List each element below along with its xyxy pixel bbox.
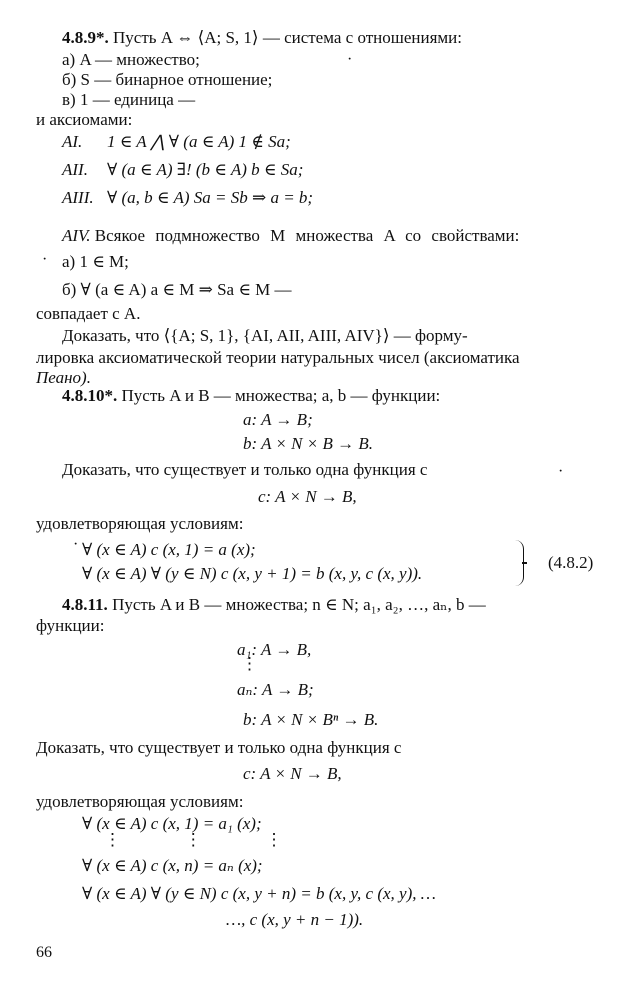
paragraph-line: совпадает с A. [36, 304, 141, 323]
problem-intro: Пусть A ⇔ ⟨A; S, 1⟩ — система с отношениями: [113, 28, 462, 47]
paragraph-line: Пеано). [36, 368, 91, 387]
scan-speck: · [73, 536, 79, 553]
paragraph-line: Доказать, что ⟨{A; S, 1}, {AI, AII, AIII, AIV}⟩ — форму- [62, 326, 468, 345]
problem-intro: Пусть A и B — множества; n ∈ N; a₁, a₂, …, aₙ, b — [112, 595, 486, 614]
formula: …, c (x, y + n − 1)). [226, 910, 364, 929]
formula: c: A × N → B, [258, 487, 357, 506]
axiom-label: AI. [62, 132, 83, 151]
scan-speck: · [347, 51, 353, 68]
paragraph-line: функции: [36, 616, 105, 635]
list-item: а) A — множество; [62, 50, 200, 69]
axiom-text: ∀ (a, b ∈ A) Sa = Sb ⇒ a = b; [107, 188, 314, 207]
problem-number: 4.8.10*. [62, 386, 118, 405]
axiom-label: AIV. [62, 226, 91, 245]
right-brace-tip [522, 562, 527, 564]
paragraph-line: удовлетворяющая условиям: [36, 792, 244, 811]
problem-4-8-11-heading [62, 595, 486, 615]
formula: ∀ (x ∈ A) ∀ (y ∈ N) c (x, y + n) = b (x, y, c (x, y), … [82, 884, 436, 903]
page-number: 66 [36, 944, 52, 961]
axioms-intro: и аксиомами: [36, 110, 133, 129]
formula: c: A × N → B, [243, 764, 342, 783]
formula: a: A → B; [243, 410, 313, 429]
equation-number: (4.8.2) [548, 553, 594, 572]
vertical-dots-row: ⋮ ⋮ ⋮ [104, 830, 283, 849]
formula: a₁: A → B, [237, 640, 312, 659]
list-item: в) 1 — единица — [62, 90, 196, 109]
problem-number: 4.8.11. [62, 595, 108, 614]
formula: b: A × N × B → B. [243, 434, 373, 453]
axiom-text: 1 ∈ A ⋀ ∀ (a ∈ A) 1 ∉ Sa; [107, 132, 291, 151]
list-item: б) ∀ (a ∈ A) a ∈ M ⇒ Sa ∈ M — [62, 280, 292, 299]
formula: b: A × N × Bⁿ → B. [243, 710, 379, 729]
axiom-label: AIII. [62, 188, 94, 207]
formula: ∀ (x ∈ A) ∀ (y ∈ N) c (x, y + 1) = b (x, y, c (x, y)). [82, 564, 423, 583]
axiom-label: AII. [62, 160, 88, 179]
list-item: б) S — бинарное отношение; [62, 70, 273, 89]
axiom-text: ∀ (a ∈ A) ∃! (b ∈ A) b ∈ Sa; [107, 160, 304, 179]
list-item: а) 1 ∈ M; [62, 252, 129, 271]
formula: ∀ (x ∈ A) c (x, 1) = a (x); [82, 540, 256, 559]
vertical-dots: ⋮ [241, 654, 258, 673]
axiom-iv [62, 226, 597, 246]
problem-4-8-9-heading [62, 28, 462, 48]
scan-speck: · [558, 463, 564, 480]
paragraph-line: удовлетворяющая условиям: [36, 514, 244, 533]
scan-speck: · [42, 251, 48, 268]
axiom-text: Всякое подмножество M множества A со свойствами: [94, 226, 520, 245]
problem-4-8-10-heading [62, 386, 440, 406]
formula: ∀ (x ∈ A) c (x, 1) = a₁ (x); [82, 814, 262, 833]
paragraph-line: Доказать, что существует и только одна функция c [36, 738, 402, 757]
problem-intro: Пусть A и B — множества; a, b — функции: [121, 386, 441, 405]
paragraph-line: лировка аксиоматической теории натуральных чисел (аксиоматика [36, 348, 520, 367]
paragraph-line: Доказать, что существует и только одна функция c [62, 460, 428, 479]
problem-number: 4.8.9*. [62, 28, 109, 47]
formula: ∀ (x ∈ A) c (x, n) = aₙ (x); [82, 856, 263, 875]
formula: aₙ: A → B; [237, 680, 314, 699]
